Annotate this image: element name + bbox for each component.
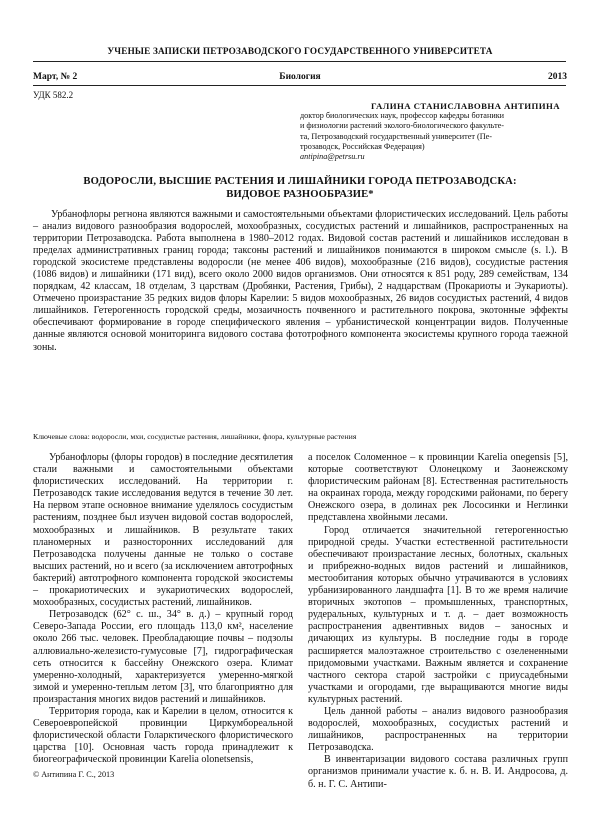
issue-label: Март, № 2 — [33, 72, 78, 82]
paragraph: Город отличается значительной гетерогенностью природной среды. Участки естественной растительности обеспечивают произрастание лесных, болотных, скальных и прибрежно-водных видов растений и лишайников, местообитания которых обычно утрачиваются в условиях урбанизированного ландшафта [1]. В то же время наличие вторичных экотопов – промышленных, транспортных, рудеральных, культурных и т. д. – дает возможность распространения адвентивных видов – заносных и дичающих из культуры. В последние годы в городе расширяется малоэтажное строительство с озелененными придомовыми участками. Важным является и сохранение частного сектора старой застройки с приусадебными участками и огородами, где выращиваются многие виды культурных растений. — [308, 524, 568, 705]
copyright: © Антипина Г. С., 2013 — [33, 770, 115, 779]
meta-rule — [33, 85, 566, 86]
udc-code: УДК 582.2 — [33, 90, 74, 100]
keywords: Ключевые слова: водоросли, мхи, сосудистые растения, лишайники, флора, культурные растения — [33, 432, 357, 441]
author-name: ГАЛИНА СТАНИСЛАВОВНА АНТИПИНА — [370, 101, 560, 111]
body-column-left — [33, 452, 293, 766]
paragraph: Урбанофлоры (флоры городов) в последние десятилетия стали важными и самостоятельными объектами флористических исследований. На территории г. Петрозаводск такие исследования ведутся в течение 30 лет. На первом этапе основное внимание уделялось сосудистым растениям, позднее был изучен видовой состав водорослей, мохообразных и лишайников. В результате таких планомерных и разносторонних исследований для Петрозаводска получены данные не только о составе высших растений, но и всего (за исключением автотрофных бактерий) автотрофного компонента городской экосистемы – прокариотических и эукариотических водорослей, мохообразных, сосудистых растений, лишайников. — [33, 452, 293, 609]
abstract: Урбанофлоры регнона являются важными и самостоятельными объектами флористических исследований. Цель работы – анализ видового разнообразия водорослей, мохообразных, сосудистых растений и лишайников, распространенных на территории Петрозаводска. Работа выполнена в 1980–2012 годах. Видовой состав растений и лишайников исследован в пределах административных границ города; таксоны растений и лишайников понимаются в широком смысле (s. l.). В городской экосистеме представлены водоросли (не менее 406 видов), мохообразные (216 видов), сосудистые растения (1086 видов) и лишайники (171 вид), всего около 2000 видов организмов. Они относятся к 851 роду, 289 семействам, 134 порядкам, 42 классам, 18 отделам, 3 царствам (Дробянки, Растения, Грибы), 2 надцарствам (Прокариоты и Эукариоты). Отмечено произрастание 35 редких видов флоры Карелии: 5 видов мохообразных, 26 видов сосудистых растений, 4 видов лишайников. Гетерогенность городской среды, мозаичность почвенного и растительного покрова, экотонные эффекты обеспечивают формирование в городе специфического явления – урбанистической концентрации видов. Полученные данные являются основой мониторинга видового состава фототрофного компонента экосистемы крупного города таежной зоны. — [33, 209, 568, 353]
article-title — [40, 175, 560, 201]
paragraph: Территория города, как и Карелии в целом, относится к Североевропейской провинции Циркумбореальной флористической области Голарктического флористического царства [10]. Основная часть города принадлежит к биогеографической провинции Karelia olonetsensis, — [33, 705, 293, 766]
paragraph: В инвентаризации видового состава различных групп организмов принимали участие к. б. н. В. И. Андросова, д. б. н. Г. С. Антипи- — [308, 754, 568, 790]
journal-title: УЧЕНЫЕ ЗАПИСКИ ПЕТРОЗАВОДСКОГО ГОСУДАРСТВЕННОГО УНИВЕРСИТЕТА — [107, 46, 493, 56]
author-affiliation-line: та, Петрозаводский государственный университет (Пе- — [300, 131, 493, 141]
year-label: 2013 — [548, 72, 567, 82]
paragraph: Петрозаводск (62° с. ш., 34° в. д.) – крупный город Северо-Запада России, его площадь 113,0 км², население около 266 тыс. человек. Преобладающие почвы – подзолы аллювиально-железисто-гумусовые [7], гидрографическая сеть относится к бассейну Онежского озера. Климат умеренно-холодный, характеризуется умеренно-мягкой зимой и умеренно-теплым летом [3], что благоприятно для произрастания многих видов растений и лишайников. — [33, 609, 293, 705]
article-title-line: ВИДОВОЕ РАЗНООБРАЗИЕ* — [226, 189, 374, 200]
author-block — [300, 101, 568, 162]
body-column-right — [308, 452, 568, 791]
author-affiliation-line: доктор биологических наук, профессор кафедры ботаники — [300, 111, 505, 121]
article-title-line: ВОДОРОСЛИ, ВЫСШИЕ РАСТЕНИЯ И ЛИШАЙНИКИ ГОРОДА ПЕТРОЗАВОДСКА: — [83, 176, 517, 187]
section-label: Биология — [279, 72, 321, 82]
author-affiliation-line: трозаводск, Российская Федерация) — [300, 141, 425, 151]
paragraph: Цель данной работы – анализ видового разнообразия водорослей, мохообразных, сосудистых растений и лишайников, распространенных на территории Петрозаводска. — [308, 705, 568, 754]
header-rule — [33, 61, 566, 62]
paragraph: а поселок Соломенное – к провинции Karelia onegensis [5], которые соответствуют Олонецкому и Заонежскому флористическим районам [8]. Естественная растительность на окраинах города, между городскими районами, по берегу Онежского озера, в долинах рек Лососинки и Неглинки представлена хвойными лесами. — [308, 452, 568, 524]
author-email[interactable]: antipina@petrsu.ru — [300, 152, 365, 162]
author-affiliation-line: и физиологии растений эколого-биологического факульте- — [300, 121, 505, 131]
